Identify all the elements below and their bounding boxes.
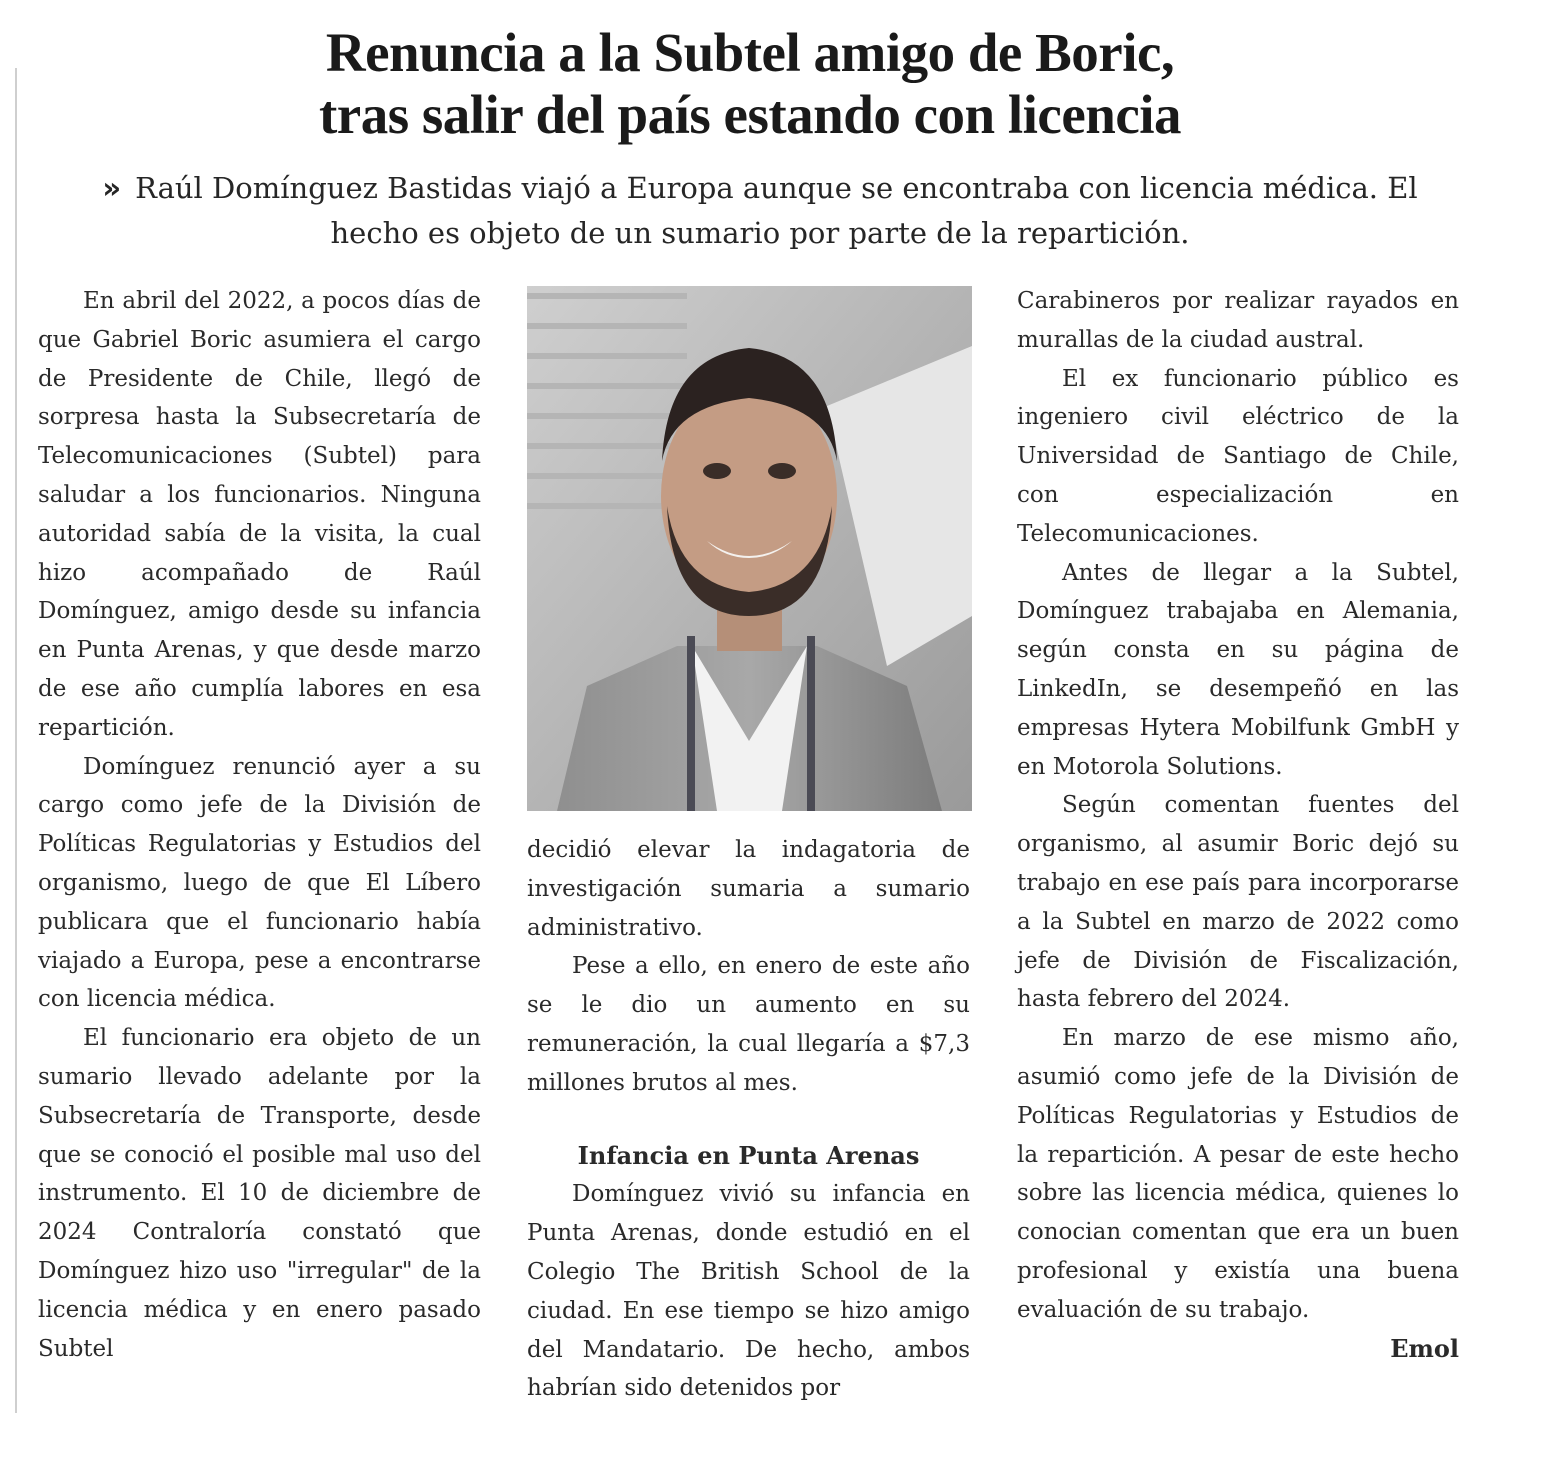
double-chevron-icon: »: [102, 171, 122, 205]
paragraph: Antes de llegar a la Subtel, Domínguez trabajaba en Alemania, según consta en su página de LinkedIn, se desempeñó en las empresas Hytera Mobilfunk GmbH y en Motorola Solutions.: [1017, 559, 1459, 780]
column-3: [1017, 282, 1459, 1368]
paragraph: El funcionario era objeto de un sumario llevado adelante por la Subsecretaría de Transporte, desde que se conoció el posible mal uso del instrumento. El 10 de diciembre de 2024 Contraloría constató que Domínguez hizo uso "irregular" de la licencia médica y en enero pasado Subtel: [38, 1025, 481, 1362]
paragraph: Según comentan fuentes del organismo, al asumir Boric dejó su trabajo en ese país para incorporarse a la Subtel en marzo de 2022 como jefe de División de Fiscalización, hasta febrero del 2024.: [1017, 792, 1459, 1013]
paragraph: Carabineros por realizar rayados en murallas de la ciudad austral.: [1017, 288, 1459, 353]
byline-signature: Emol: [1390, 1333, 1459, 1363]
column-1: [38, 282, 481, 1368]
headline: [0, 22, 1500, 146]
paragraph: decidió elevar la indagatoria de investigación sumaria a sumario administrativo.: [527, 837, 970, 941]
paragraph: El ex funcionario público es ingeniero civil eléctrico de la Universidad de Santiago de Chile, con especialización en Telecomunicaciones.: [1017, 365, 1459, 547]
paragraph: Domínguez renunció ayer a su cargo como jefe de la División de Políticas Regulatorias y Estudios del organismo, luego de que El Líbero publicara que el funcionario había viajado a Europa, pese a encontrarse con licencia médica.: [38, 753, 481, 1013]
paragraph: En abril del 2022, a pocos días de que Gabriel Boric asumiera el cargo de Presidente de Chile, llegó de sorpresa hasta la Subsecretaría de Telecomunicaciones (Subtel) para saludar a los funcionarios. Ninguna autoridad sabía de la visita, la cual hizo acompañado de Raúl Domínguez, amigo desde su infancia en Punta Arenas, y que desde marzo de ese año cumplía labores en esa repartición.: [38, 288, 481, 741]
paragraph: Pese a ello, en enero de este año se le dio un aumento en su remuneración, la cual llegaría a $7,3 millones brutos al mes.: [527, 953, 970, 1096]
portrait-photo-icon: [527, 286, 972, 811]
portrait-photo: [527, 286, 972, 811]
section-subhead: Infancia en Punta Arenas: [577, 1140, 920, 1170]
paragraph: Domínguez vivió su infancia en Punta Arenas, donde estudió en el Colegio The British School de la ciudad. En ese tiempo se hizo amigo del Mandatario. De hecho, ambos habrían sido detenidos por: [527, 1181, 970, 1402]
paragraph: En marzo de ese mismo año, asumió como jefe de la División de Políticas Regulatorias y Estudios de la repartición. A pesar de este hecho sobre las licencia médica, quienes lo conocian comentan que era un buen profesional y existía una buena evaluación de su trabajo.: [1017, 1025, 1459, 1323]
column-2: [527, 831, 970, 1408]
deck-text: Raúl Domínguez Bastidas viajó a Europa aunque se encontraba con licencia médica. El hecho es objeto de un sumario por parte de la repartición.: [135, 171, 1418, 250]
headline-line-2: tras salir del país estando con licencia: [318, 84, 1182, 145]
headline-line-1: Renuncia a la Subtel amigo de Boric,: [325, 22, 1175, 83]
column-rule: [15, 68, 17, 1413]
deck: [60, 166, 1460, 256]
